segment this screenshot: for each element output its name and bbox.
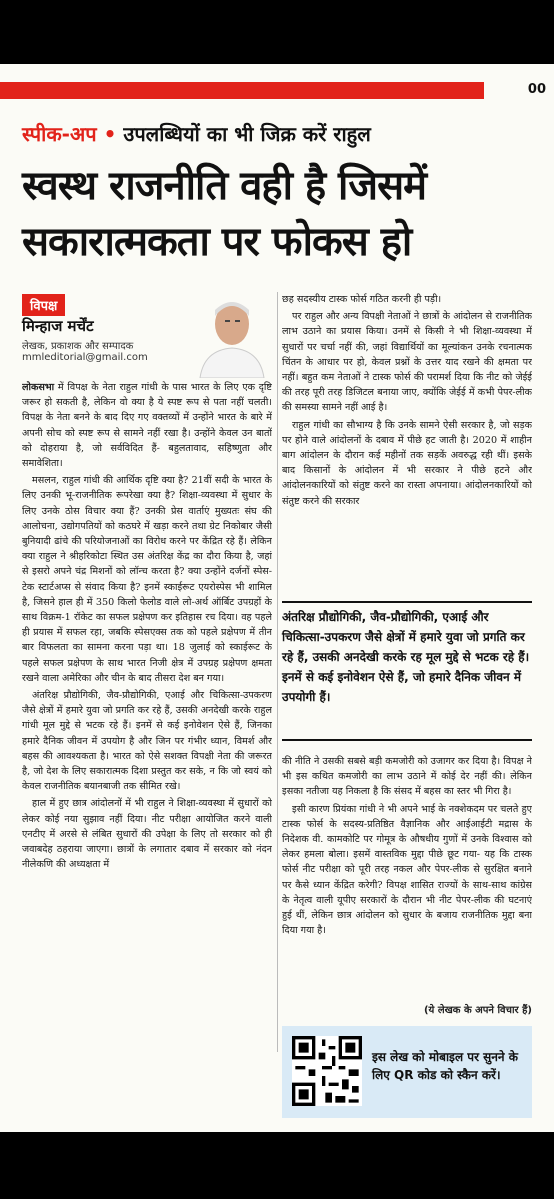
pull-quote-text: अंतरिक्ष प्रौद्योगिकी, जैव-प्रौद्योगिकी, एआई और चिकित्सा-उपकरण जैसे क्षेत्रों में हमारे युवा जो प्रगति कर रहे हैं, उसकी अनदेखी करके रह मूल मुद्दे से भटक रहे हैं। इनमें से कई इनोवेशन ऐसे हैं, जो हमारे दैनिक जीवन में उपयोगी हैं। bbox=[282, 610, 530, 704]
paragraph: छह सदस्यीय टास्क फोर्स गठित करनी ही पड़ी। bbox=[282, 294, 442, 305]
paragraph: की नीति ने उसकी सबसे बड़ी कमजोरी को उजागर कर दिया है। विपक्ष ने भी इस कथित कमजोरी का लाभ उठाने में कोई देर नहीं की। लेकिन इसका नतीजा यह निकला है कि संसद में बहस का स्तर भी गिरा है। bbox=[282, 756, 532, 798]
headline-line-1: स्वस्थ राजनीति वही है जिसमें bbox=[22, 163, 427, 209]
disclaimer: (ये लेखक के अपने विचार हैं) bbox=[423, 1005, 532, 1016]
page-number: 00 bbox=[527, 82, 546, 97]
headline bbox=[22, 158, 542, 270]
paragraph-text: में विपक्ष के नेता राहुल गांधी के पास भारत के लिए एक दृष्टि जरूर हो सकती है, लेकिन वो क्या है ये स्पष्ट रूप से पता नहीं चलती। विपक्ष के नेता बनने के बाद दिए गए वक्तव्यों में उन्होंने भारत के बारे में अपनी सोच को स्पष्ट रूप से सामने नहीं रखा है। उन्होंने केवल उन बातों को दोहराया है, जो सर्वविदित हैं- बहुलतावाद, सहिष्णुता और समावेशिता। bbox=[22, 382, 272, 470]
section-tag: विपक्ष bbox=[22, 294, 65, 316]
headline-line-2: सकारात्मकता पर फोकस हो bbox=[22, 219, 412, 265]
article-column-1 bbox=[22, 380, 272, 1040]
paragraph: मसलन, राहुल गांधी की आर्थिक दृष्टि क्या है? 21वीं सदी के भारत के लिए उनकी भू-राजनीतिक रूपरेखा क्या है? शिक्षा-व्यवस्था में सुधार के लिए उनके ठोस विचार क्या हैं? उनकी प्रेस वार्ताएं मुख्यतः संघ की आलोचना, उद्योगपतियों को कठघरे में खड़ा करने तथा ग्रेट निकोबार जैसी बुनियादी ढांचे की परियोजनाओं का विरोध करने पर केंद्रित रहे हैं। लेकिन क्या राहुल ने श्रीहरिकोटा स्थित उस अंतरिक्ष केंद्र का दौरा किया है, जहां से इसरो अपने चंद्र मिशनों को लॉन्च करता है? क्या उन्होंने दर्जनों स्पेस-टेक स्टार्टअप्स से संवाद किया है? इनमें स्काईरूट एयरोस्पेस भी शामिल है, जिसने हाल ही में 350 किलो फेलोड वाले लो-अर्थ ऑर्बिट उपग्रहों के साथ विक्रम-1 रॉकेट का सफल प्रक्षेपण कर इतिहास रच दिया। वह पहले ही प्रयास में सफल रहा, जबकि स्पेसएक्स तक को पहले प्रक्षेपण में तीन बार विफलता का सामना करना पड़ा था। 18 जुलाई को स्काईरूट के पहले सफल प्रक्षेपण के साथ भारत निजी क्षेत्र में उपग्रह प्रक्षेपण क्षमता रखने वाला अमेरिका और चीन के बाद तीसरा देश बन गया। bbox=[22, 475, 272, 684]
kicker-label: स्पीक-अप bbox=[22, 122, 97, 146]
author-role: लेखक, प्रकाशक और सम्पादक bbox=[22, 341, 134, 352]
paragraph bbox=[22, 380, 272, 471]
author-email: mmleditorial@gmail.com bbox=[22, 352, 148, 363]
paragraph: राहुल गांधी का सौभाग्य है कि उनके सामने ऐसी सरकार है, जो सड़क पर होने वाले आंदोलनों के दबाव में पीछे हट जाती है। 2020 में शाहीन बाग आंदोलन के दौरान कई महीनों तक सड़कें अवरुद्ध रही थीं। इसके बाद किसानों के आंदोलन में भी सरकार ने पीछे हटने और आंदोलनकारियों को संतुष्ट करने का रास्ता अपनाया। आंदोलनकारियों को संतुष्ट करने की सरकार bbox=[282, 419, 532, 507]
paragraph: पर राहुल और अन्य विपक्षी नेताओं ने छात्रों के आंदोलन से राजनीतिक लाभ उठाने का प्रयास किया। उनमें से किसी ने भी शिक्षा-व्यवस्था में सुधारों पर चर्चा नहीं की, जहां विद्यार्थियों का मूल्यांकन उनके रचनात्मक चिंतन के आधार पर हो, केवल प्रश्नों के उत्तर याद रखने की क्षमता पर नहीं। बहुत कम नेताओं ने टास्क फोर्स की परामर्श दिया कि नीट को जेईई की तरह पूरी तरह डिजिटल बनाया जाए, क्योंकि जेईई में कभी पेपर-लीक की समस्या सामने नहीं आई है। bbox=[282, 311, 532, 414]
author-name: मिन्हाज मर्चेंट bbox=[22, 317, 94, 335]
kicker bbox=[22, 120, 371, 147]
newspaper-page bbox=[0, 64, 554, 1132]
pull-quote bbox=[282, 601, 532, 741]
column-divider bbox=[277, 292, 278, 1052]
article-column-2-bottom bbox=[282, 754, 532, 1004]
lead-word: लोकसभा bbox=[22, 382, 55, 393]
kicker-bullet: • bbox=[103, 122, 117, 146]
header-red-bar bbox=[0, 82, 484, 99]
kicker-text: उपलब्धियों का भी जिक्र करें राहुल bbox=[123, 122, 371, 146]
author-photo bbox=[196, 294, 268, 378]
qr-code-icon[interactable] bbox=[292, 1036, 362, 1106]
paragraph: हाल में हुए छात्र आंदोलनों में भी राहुल ने शिक्षा-व्यवस्था में सुधारों को लेकर कोई नया सुझाव नहीं दिया। नीट परीक्षा आयोजित करने वाली एनटीए में अरसे से लंबित सुधारों की उपेक्षा के लिए तो सरकार को ही जवाबदेह ठहराया जाएगा। छात्रों के लगातार दबाव में सरकार को नंदन नीलेकणि की अध्यक्षता में bbox=[22, 798, 272, 871]
qr-instruction: इस लेख को मोबाइल पर सुनने के लिए QR कोड को स्कैन करें। bbox=[372, 1050, 518, 1082]
qr-promo bbox=[282, 1026, 532, 1118]
paragraph: इसी कारण प्रियंका गांधी ने भी अपने भाई के नक्शेकदम पर चलते हुए टास्क फोर्स के सदस्य-प्रतिष्ठित वैज्ञानिक और आईआईटी मद्रास के निदेशक वी. कामकोटि पर गोमूत्र के औषधीय गुणों में उनके विश्वास को लेकर हमला बोला। इसमें वास्तविक मुद्दा पीछे छूट गया- यह कि टास्क फोर्स नीट परीक्षा को पूरी तरह नकल और पेपर-लीक से सुरक्षित बनाने पर कैसे ध्यान केंद्रित करेगी? विपक्ष शासित राज्यों के साथ-साथ कांग्रेस के नेतृत्व वाली यूपीए सरकारों के दौरान भी नीट पेपर-लीक की घटनाएं हुई थीं, लेकिन छात्र आंदोलन को सुधार के बजाय राजनीतिक मुद्दा बना दिया गया है। bbox=[282, 803, 532, 937]
article-column-2-top bbox=[282, 292, 532, 612]
paragraph: अंतरिक्ष प्रौद्योगिकी, जैव-प्रौद्योगिकी, एआई और चिकित्सा-उपकरण जैसे क्षेत्रों में हमारे युवा जो प्रगति कर रहे हैं, उसकी अनदेखी करके राहुल गांधी मूल मुद्दे से भटक रहे हैं। इनमें से कई इनोवेशन ऐसे हैं, जिनका हमारे दैनिक जीवन में उपयोग है और जिन पर गंभीर ध्यान, विमर्श और बहस की आवश्यकता है। भारत को ऐसे सशक्त विपक्षी नेता की जरूरत है, जो देश के लिए सकारात्मक दिशा प्रस्तुत कर सके, न कि जो स्वयं को केवल राजनीतिक बयानबाजी तक सीमित रखे। bbox=[22, 690, 272, 793]
